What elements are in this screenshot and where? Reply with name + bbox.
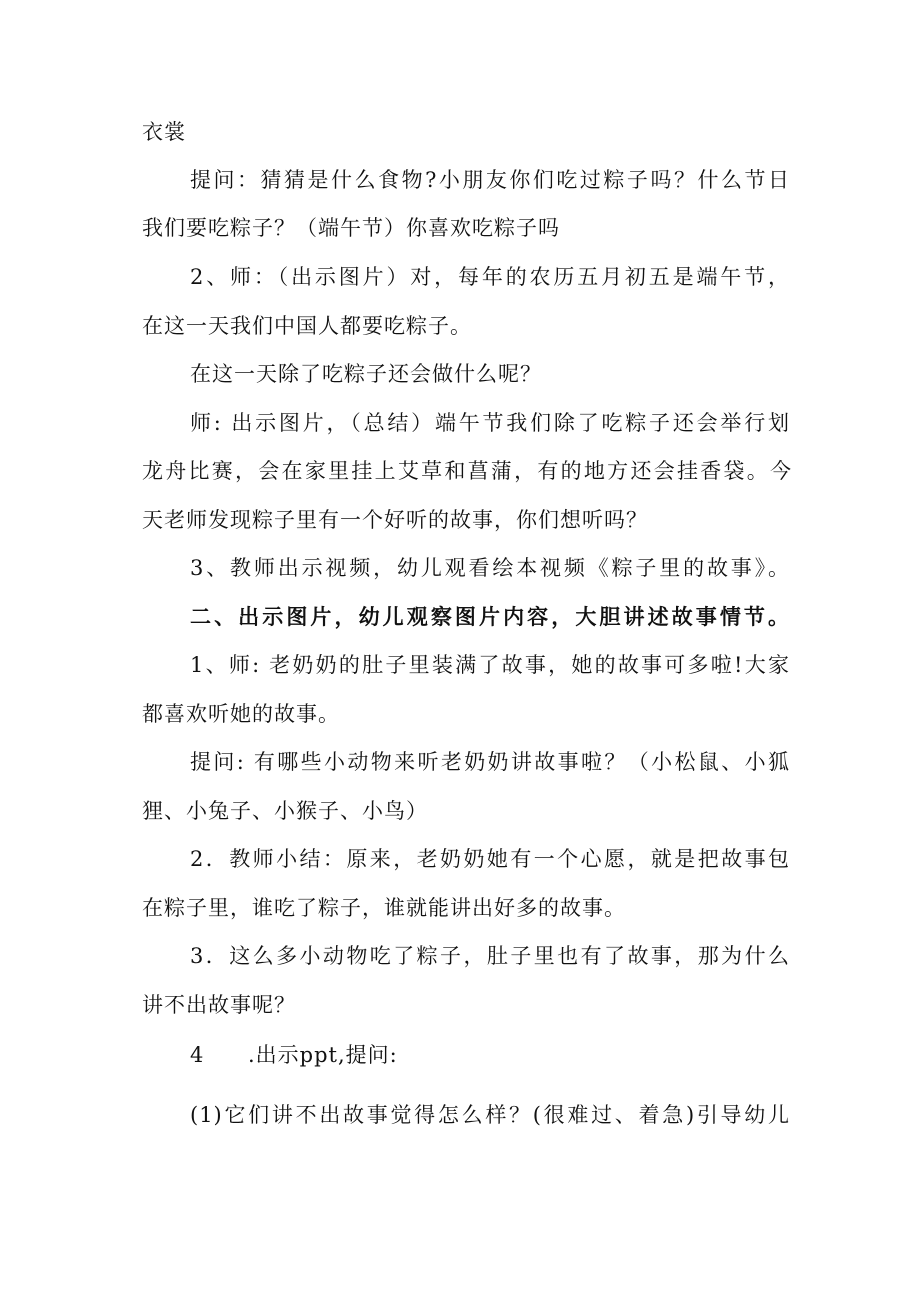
text-line-8: 龙舟比赛，会在家里挂上艾草和菖蒲，有的地方还会挂香袋。今 (142, 459, 792, 483)
text-line-19: 讲不出故事呢？ (142, 993, 296, 1017)
text-line-9: 天老师发现粽子里有一个好听的故事，你们想听吗？ (142, 508, 648, 532)
text-line-4: 2、师：（出示图片）对，每年的农历五月初五是端午节， (190, 265, 790, 289)
text-line-12: 1、师: 老奶奶的肚子里装满了故事，她的故事可多啦!大家 (190, 653, 790, 677)
text-line-14: 提问: 有哪些小动物来听老奶奶讲故事啦？（小松鼠、小狐 (190, 750, 790, 774)
section-heading: 二、出示图片，幼儿观察图片内容，大胆讲述故事情节。 (190, 604, 790, 629)
text-line-20 (190, 1040, 790, 1070)
text-line-16: 2．教师小结：原来，老奶奶她有一个心愿，就是把故事包 (190, 847, 790, 871)
text-line-5: 在这一天我们中国人都要吃粽子。 (142, 314, 472, 338)
text-line-3: 我们要吃粽子？（端午节）你喜欢吃粽子吗 (142, 216, 560, 240)
text-line-6: 在这一天除了吃粽子还会做什么呢？ (190, 362, 542, 386)
text-line-13: 都喜欢听她的故事。 (142, 702, 340, 726)
text-line-1: 衣裳 (142, 120, 186, 144)
text-line-2: 提问：猜猜是什么食物?小朋友你们吃过粽子吗？什么节日 (190, 168, 790, 192)
list-number: 4 (190, 1043, 205, 1067)
text-line-15: 狸、小兔子、小猴子、小鸟） (142, 799, 428, 823)
list-text: .出示ppt,提问: (248, 1043, 398, 1067)
text-line-21: (1)它们讲不出故事觉得怎么样？(很难过、着急)引导幼儿 (190, 1103, 790, 1127)
text-line-7: 师: 出示图片，（总结）端午节我们除了吃粽子还会举行划 (190, 411, 790, 435)
text-line-17: 在粽子里，谁吃了粽子，谁就能讲出好多的故事。 (142, 896, 626, 920)
text-line-18: 3．这么多小动物吃了粽子，肚子里也有了故事，那为什么 (190, 944, 790, 968)
text-line-10: 3、教师出示视频，幼儿观看绘本视频《粽子里的故事》。 (190, 556, 790, 580)
